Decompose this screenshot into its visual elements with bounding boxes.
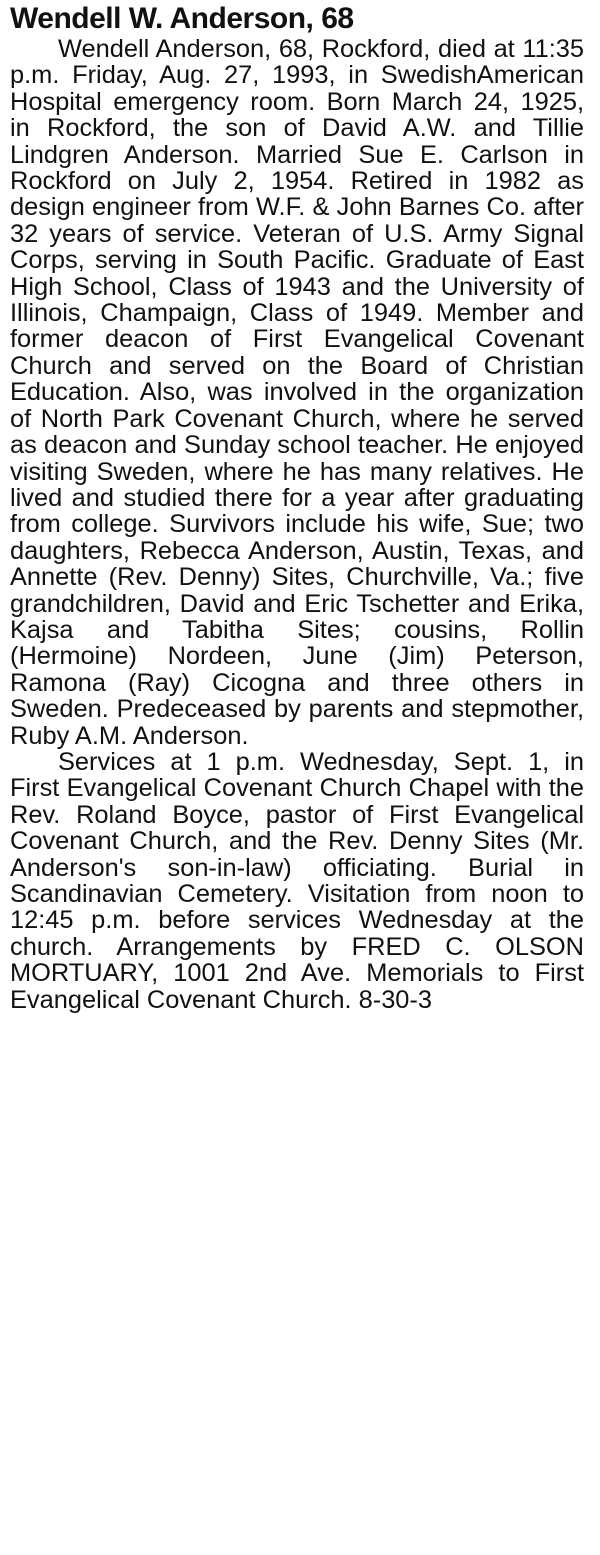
obituary-article bbox=[10, 2, 584, 1013]
obituary-body-paragraph: Wendell Anderson, 68, Rockford, died at 11:35 p.m. Friday, Aug. 27, 1993, in SwedishAmerican Hospital emergency room. Born March 24, 1925, in Rockford, the son of David A.W. and Tillie Lindgren Anderson. Married Sue E. Carlson in Rockford on July 2, 1954. Retired in 1982 as design engineer from W.F. & John Barnes Co. after 32 years of service. Veteran of U.S. Army Signal Corps, serving in South Pacific. Graduate of East High School, Class of 1943 and the University of Illinois, Champaign, Class of 1949. Member and former deacon of First Evangelical Covenant Church and served on the Board of Christian Education. Also, was involved in the organization of North Park Covenant Church, where he served as deacon and Sunday school teacher. He enjoyed visiting Sweden, where he has many relatives. He lived and studied there for a year after graduating from college. Survivors include his wife, Sue; two daughters, Rebecca Anderson, Austin, Texas, and Annette (Rev. Denny) Sites, Churchville, Va.; five grandchildren, David and Eric Tschetter and Erika, Kajsa and Tabitha Sites; cousins, Rollin (Hermoine) Nordeen, June (Jim) Peterson, Ramona (Ray) Cicogna and three others in Sweden. Predeceased by parents and stepmother, Ruby A.M. Anderson. bbox=[10, 35, 584, 750]
obituary-services-paragraph: Services at 1 p.m. Wednesday, Sept. 1, in First Evangelical Covenant Church Chapel with the Rev. Roland Boyce, pastor of First Evangelical Covenant Church, and the Rev. Denny Sites (Mr. Anderson's son-in-law) officiating. Burial in Scandinavian Cemetery. Visitation from noon to 12:45 p.m. before services Wednesday at the church. Arrangements by FRED C. OLSON MORTUARY, 1001 2nd Ave. Memorials to First Evangelical Covenant Church. 8-30-3 bbox=[10, 747, 584, 1014]
obituary-headline: Wendell W. Anderson, 68 bbox=[10, 2, 354, 35]
